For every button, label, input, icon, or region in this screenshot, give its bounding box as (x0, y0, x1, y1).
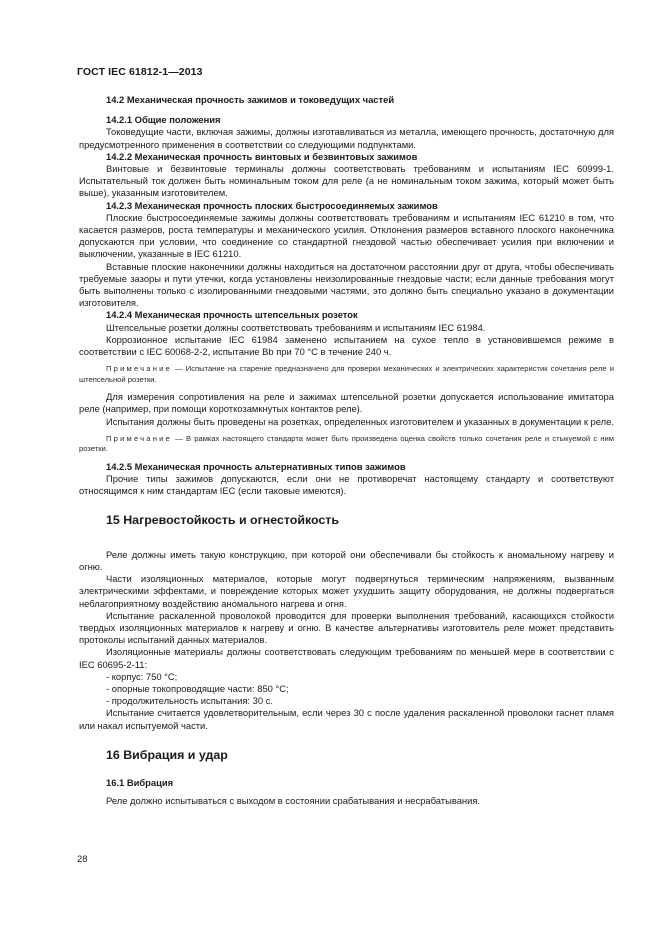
section-15-heading: 15 Нагревостойкость и огнестойкость (106, 513, 339, 528)
paragraph: Испытания должны быть проведены на розетках, определенных изготовителем и указанных в документации к реле. (106, 415, 614, 427)
paragraph: Винтовые и безвинтовые терминалы должны соответствовать требованиям и испытаниям IEC 60999-1. Испытательный ток должен быть номинальным током для реле (а не номинальным током зажима, который может быть выше), указанным изготовителем. (79, 163, 614, 199)
page-number: 28 (77, 853, 88, 864)
note (79, 434, 614, 455)
list-item: - корпус: 750 °С; (106, 670, 178, 682)
paragraph: Прочие типы зажимов допускаются, если они не противоречат настоящему стандарту и соответствуют относящимся к ним стандартам IEC (если таковые имеются). (79, 473, 614, 497)
note-text: — Испытание на старение предназначено для проверки механических и электрических характеристик сочетания реле и штепсельной розетки. (79, 364, 614, 384)
paragraph: Реле должно испытываться с выходом в состоянии срабатывания и несрабатывания. (106, 795, 481, 807)
paragraph: Токоведущие части, включая зажимы, должны изготавливаться из металла, имеющего прочность, достаточную для предусмотренного применения в соответствии со следующими подпунктами. (79, 126, 614, 150)
note-label: Примечание (106, 433, 172, 443)
paragraph: Части изоляционных материалов, которые могут подвергнуться термическим напряжениям, вызванным электрическими эффектами, и повреждение которых может ухудшить защиту оборудования, не должны подвергаться неблагоприятному воздействию аномального нагрева и огня. (79, 573, 614, 609)
paragraph: Коррозионное испытание IEC 61984 заменено испытанием на сухое тепло в установившемся режиме в соответствии с IEC 60068-2-2, испытание Bb при 70 °С в течение 240 ч. (79, 333, 614, 358)
section-14-2-3-heading: 14.2.3 Механическая прочность плоских быстросоединяемых зажимов (106, 199, 438, 211)
page-content (79, 94, 614, 807)
section-14-2-1-heading: 14.2.1 Общие положения (106, 114, 221, 126)
section-14-2-4-heading: 14.2.4 Механическая прочность штепсельных розеток (106, 309, 358, 321)
paragraph: Штепсельные розетки должны соответствовать требованиям и испытаниям IEC 61984. (106, 321, 486, 333)
section-16-1-heading: 16.1 Вибрация (106, 776, 174, 788)
note-text: — В рамках настоящего стандарта может быть произведена оценка свойств только сочетания реле и стыкуемой с ним розетки. (79, 433, 614, 454)
paragraph: Реле должны иметь такую конструкцию, при которой они обеспечивали бы стойкость к аномальному нагреву и огню. (79, 548, 614, 572)
standard-header: ГОСТ IEC 61812-1—2013 (77, 66, 203, 78)
note (79, 364, 614, 385)
section-14-2-5-heading: 14.2.5 Механическая прочность альтернативных типов зажимов (106, 460, 406, 472)
paragraph: Изоляционные материалы должны соответствовать следующим требованиям по меньшей мере в соответствии с IEC 60695-2-11: (79, 646, 614, 670)
list-item: - опорные токопроводящие части: 850 °С; (106, 682, 289, 694)
note-label: Примечание (106, 364, 172, 374)
paragraph: Плоские быстросоединяемые зажимы должны соответствовать требованиям и испытаниям IEC 61210 в том, что касается размеров, роста температуры и механического усилия. Отклонения размеров вставного плоского наконечника допускаются при условии, что соединение со стандартной гнездовой частью обеспечивает усилия при включении и выключении, указанные в IEC 61210. (79, 211, 614, 260)
section-16-heading: 16 Вибрация и удар (106, 747, 228, 762)
list-item: - продолжительность испытания: 30 с. (106, 695, 273, 707)
section-14-2-heading: 14.2 Механическая прочность зажимов и токоведущих частей (106, 94, 395, 105)
paragraph: Испытание считается удовлетворительным, если через 30 с после удаления раскаленной проволоки гаснет пламя или накал испытуемой части. (79, 707, 614, 731)
section-14-2-2-heading: 14.2.2 Механическая прочность винтовых и безвинтовых зажимов (106, 150, 418, 162)
paragraph: Испытание раскаленной проволокой проводится для проверки выполнения требований, касающихся стойкости твердых изоляционных материалов к нагреву и огню. В качестве альтернативы изготовитель реле может представить протоколы испытаний данных материалов. (79, 609, 614, 646)
paragraph: Для измерения сопротивления на реле и зажимах штепсельной розетки допускается использование имитатора реле (например, при помощи короткозамкнутых контактов реле). (79, 391, 614, 415)
paragraph: Вставные плоские наконечники должны находиться на достаточном расстоянии друг от друга, чтобы обеспечивать требуемые зазоры и пути утечки, когда установлены неизолированные гнездовые части; если данные требования могут быть выполнены только с изолированными гнездовыми частями, это должно быть специально указано в документации изготовителя. (79, 260, 614, 309)
